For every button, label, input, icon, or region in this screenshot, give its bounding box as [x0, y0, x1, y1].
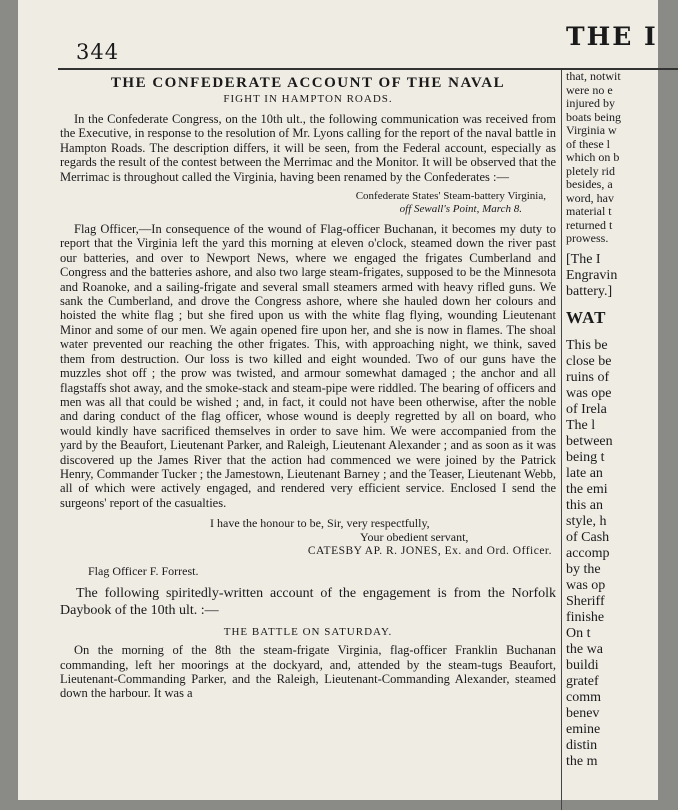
side-line: being t	[566, 449, 605, 465]
side-line: distin	[566, 737, 598, 753]
dateline-place: off Sewall's Point, March 8.	[399, 203, 522, 216]
side-line: [The I	[566, 251, 601, 267]
official-report: Flag Officer,—In consequence of the wound of Flag-officer Buchanan, it becomes my duty to report that the Virginia left the yard this morning at eleven o'clock, steamed down the river past our batteries, and over to Newport News, where we engaged the frigates Cumberland and Congress and the batteries ashore, and also two large steam-frigates, supposed to be the Minnesota and Roanoke, and a sailing-frigate and several small steamers armed with heavy rifled guns. We sank the Cumberland, and drove the Congress ashore, where she hauled down her colours and hoisted the white flag ; but she fired upon us with the white flag flying, wounding Lieutenant Minor and some of our men. We again opened fire upon her, and she is now in flames. The shoal water prevented our reaching the other frigates. This, with approaching night, we think, saved them from destruction. Our loss is two killed and eight wounded. Two of our guns have the muzzles shot off ; the prow was twisted, and armour somewhat damaged ; the anchor and all flagstaffs shot away, and the smoke-stack and steam-pipe were riddled. The bearing of officers and men was all that could be wished ; and, in fact, it could not have been otherwise, after the noble and daring conduct of the flag officer, whose wound is deeply regretted by all on board, who would kindly have sacrificed themselves in order to save him. We were accompanied from the yard by the Beaufort, Lieutenant Parker, and Raleigh, Lieutenant Alexander ; and as soon as it was discovered up the James River that the action had commenced we were joined by the Patrick Henry, Commander Tucker ; the Jamestown, Lieutenant Barney ; and the Teaser, Lieutenant Webb, all of which were actively engaged, and rendered very efficient service. Enclosed I send the surgeons' report of the casualties.	[60, 222, 556, 510]
side-column-bottom	[566, 338, 656, 770]
side-line: returned t	[566, 217, 613, 232]
side-line: this an	[566, 497, 603, 513]
side-heading: WAT	[566, 307, 607, 327]
side-line: gratef	[566, 673, 599, 689]
side-line: close be	[566, 353, 612, 369]
side-line: material t	[566, 204, 612, 218]
side-line: comm	[566, 689, 601, 705]
side-line: by the	[566, 561, 601, 577]
side-line: style, h	[566, 513, 607, 529]
side-column-caption	[566, 252, 656, 300]
battle-text: On the morning of the 8th the steam-frigate Virginia, flag-officer Franklin Buchanan commanding, left her moorings at the dockyard, and, attended by the steam-tugs Beaufort, Lieutenant-Commanding Parker, and the Raleigh, Lieutenant-Commanding Alexander, steamed down the harbour. It was a	[60, 643, 556, 701]
article-title: THE CONFEDERATE ACCOUNT OF THE NAVAL	[110, 75, 506, 91]
side-line: late an	[566, 465, 603, 481]
side-line: The l	[566, 417, 596, 433]
side-line: was ope	[566, 385, 612, 401]
closing-line: I have the honour to be, Sir, very respectfully,	[210, 516, 430, 531]
side-line: that, notwit	[566, 69, 621, 83]
newspaper-page	[18, 0, 658, 800]
side-line: battery.]	[566, 283, 613, 299]
side-line: ruins of	[566, 369, 610, 385]
side-line: This be	[566, 337, 608, 353]
side-column-top	[566, 70, 656, 246]
side-line: benev	[566, 705, 600, 721]
side-line: buildi	[566, 657, 599, 673]
side-line: of these l	[566, 136, 610, 151]
side-line: finishe	[566, 609, 605, 625]
side-line: word, hav	[566, 190, 614, 205]
side-line: the emi	[566, 481, 608, 497]
side-line: On t	[566, 625, 591, 641]
signature: CATESBY AP. R. JONES, Ex. and Ord. Officer.	[307, 545, 552, 558]
side-line: between	[566, 433, 613, 449]
side-line: Virginia w	[566, 123, 617, 137]
side-line: pletely rid	[566, 163, 615, 178]
dateline-ship: Confederate States' Steam-battery Virginia,	[355, 190, 546, 203]
side-column	[566, 70, 656, 770]
side-line: accomp	[566, 545, 610, 561]
side-line: was op	[566, 577, 606, 593]
side-line: injured by	[566, 96, 615, 110]
side-line: of Cash	[566, 529, 610, 545]
side-line: which on b	[566, 150, 620, 164]
side-line: besides, a	[566, 177, 613, 191]
addressee: Flag Officer F. Forrest.	[88, 564, 199, 579]
side-line: the wa	[566, 641, 603, 657]
page-number: 344	[76, 40, 120, 64]
side-line: the m	[566, 753, 598, 769]
second-intro: The following spiritedly-written account of the engagement is from the Norfolk Daybook of the 10th ult. :—	[60, 586, 556, 618]
side-line: prowess.	[566, 231, 609, 245]
side-line: were no e	[566, 82, 613, 97]
side-line: boats being	[566, 109, 621, 124]
side-line: of Irela	[566, 401, 607, 417]
article-intro: In the Confederate Congress, on the 10th ult., the following communication was received from the Executive, in response to the resolution of Mr. Lyons calling for the report of the naval battle in Hampton Roads. The description differs, it will be seen, from the Federal account, especially as regards the result of the contest between the Merrimac and the Monitor. It will be observed that the Merrimac is throughout called the Virginia, having been renamed by the Confederates :—	[60, 112, 556, 184]
main-column	[60, 74, 556, 701]
side-line: Engravin	[566, 267, 618, 283]
column-rule	[561, 70, 562, 810]
side-line: emine	[566, 721, 601, 737]
side-line: Sheriff	[566, 593, 605, 609]
article-subtitle: FIGHT IN HAMPTON ROADS.	[223, 93, 393, 105]
battle-subhead: THE BATTLE ON SATURDAY.	[223, 626, 393, 639]
closing-servant: Your obedient servant,	[360, 530, 469, 545]
running-head: THE I	[566, 22, 658, 51]
